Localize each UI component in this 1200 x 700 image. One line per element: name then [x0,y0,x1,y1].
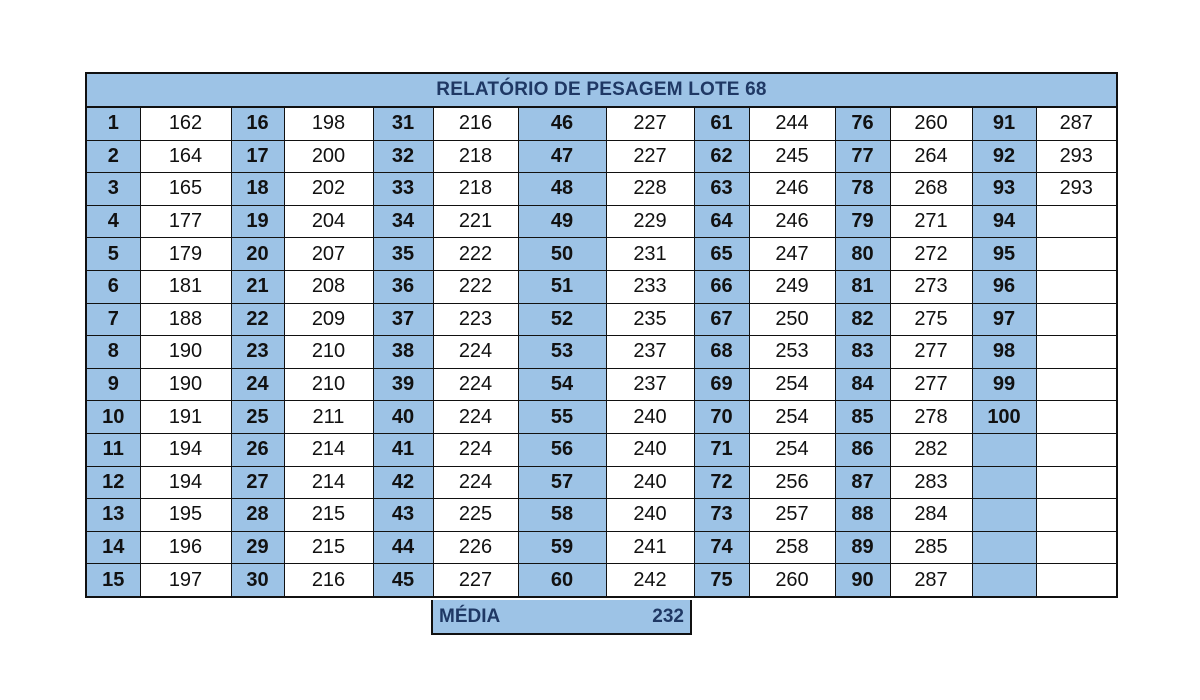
animal-number-cell: 15 [87,564,140,596]
weight-cell: 271 [890,205,972,238]
animal-number-cell: 41 [373,433,433,466]
animal-number-cell: 73 [694,499,749,532]
weight-cell: 226 [433,531,518,564]
weight-cell: 228 [606,173,694,206]
weight-cell: 245 [749,140,835,173]
animal-number-cell: 80 [835,238,890,271]
animal-number-cell: 14 [87,531,140,564]
weight-cell: 211 [284,401,373,434]
weight-cell: 246 [749,205,835,238]
animal-number-cell: 24 [231,368,284,401]
animal-number-cell: 96 [972,270,1036,303]
weight-cell: 194 [140,466,231,499]
animal-number-cell: 99 [972,368,1036,401]
weight-cell: 177 [140,205,231,238]
animal-number-cell: 23 [231,336,284,369]
weight-cell [1036,238,1116,271]
table-row [87,466,1116,499]
weight-cell: 246 [749,173,835,206]
animal-number-cell: 40 [373,401,433,434]
animal-number-cell: 93 [972,173,1036,206]
animal-number-cell: 38 [373,336,433,369]
animal-number-cell: 32 [373,140,433,173]
weight-cell: 237 [606,336,694,369]
animal-number-cell: 84 [835,368,890,401]
weight-cell: 216 [284,564,373,596]
weight-cell: 198 [284,108,373,140]
weight-cell: 207 [284,238,373,271]
weight-cell [1036,433,1116,466]
animal-number-cell: 72 [694,466,749,499]
weight-cell: 222 [433,270,518,303]
table-row [87,336,1116,369]
weight-cell: 190 [140,368,231,401]
weight-cell: 215 [284,531,373,564]
table-row [87,140,1116,173]
weight-cell: 237 [606,368,694,401]
weight-cell: 214 [284,433,373,466]
animal-number-cell: 89 [835,531,890,564]
weight-cell: 224 [433,466,518,499]
animal-number-cell: 82 [835,303,890,336]
animal-number-cell: 78 [835,173,890,206]
animal-number-cell: 25 [231,401,284,434]
weight-cell: 293 [1036,140,1116,173]
weights-grid [87,108,1116,596]
table-row [87,368,1116,401]
animal-number-cell: 71 [694,433,749,466]
animal-number-cell: 94 [972,205,1036,238]
average-value: 232 [652,605,684,627]
weighing-report-table [85,72,1118,598]
animal-number-cell: 60 [518,564,606,596]
animal-number-cell: 39 [373,368,433,401]
animal-number-cell: 88 [835,499,890,532]
weight-cell: 273 [890,270,972,303]
weight-cell: 224 [433,368,518,401]
weight-cell: 223 [433,303,518,336]
animal-number-cell: 59 [518,531,606,564]
weight-cell: 218 [433,140,518,173]
animal-number-cell [972,466,1036,499]
weight-cell: 224 [433,401,518,434]
animal-number-cell: 4 [87,205,140,238]
animal-number-cell: 65 [694,238,749,271]
weight-cell: 258 [749,531,835,564]
weight-cell: 277 [890,368,972,401]
weight-cell: 200 [284,140,373,173]
animal-number-cell: 36 [373,270,433,303]
weight-cell [1036,531,1116,564]
weight-cell: 287 [1036,108,1116,140]
weight-cell: 241 [606,531,694,564]
animal-number-cell: 61 [694,108,749,140]
table-row [87,499,1116,532]
weight-cell: 257 [749,499,835,532]
animal-number-cell: 52 [518,303,606,336]
animal-number-cell: 20 [231,238,284,271]
animal-number-cell: 83 [835,336,890,369]
weight-cell [1036,270,1116,303]
weight-cell: 278 [890,401,972,434]
animal-number-cell: 55 [518,401,606,434]
weight-cell: 165 [140,173,231,206]
animal-number-cell: 62 [694,140,749,173]
animal-number-cell: 6 [87,270,140,303]
table-row [87,433,1116,466]
weight-cell: 242 [606,564,694,596]
animal-number-cell: 7 [87,303,140,336]
table-row [87,238,1116,271]
animal-number-cell: 51 [518,270,606,303]
weight-cell: 253 [749,336,835,369]
weight-cell: 210 [284,336,373,369]
animal-number-cell: 2 [87,140,140,173]
weight-cell: 227 [606,108,694,140]
animal-number-cell: 1 [87,108,140,140]
weight-cell: 218 [433,173,518,206]
animal-number-cell: 63 [694,173,749,206]
animal-number-cell: 19 [231,205,284,238]
weight-cell: 222 [433,238,518,271]
animal-number-cell: 34 [373,205,433,238]
weight-cell: 229 [606,205,694,238]
weight-cell: 240 [606,401,694,434]
animal-number-cell: 17 [231,140,284,173]
animal-number-cell: 31 [373,108,433,140]
animal-number-cell: 11 [87,433,140,466]
weight-cell: 240 [606,499,694,532]
animal-number-cell: 57 [518,466,606,499]
animal-number-cell: 10 [87,401,140,434]
weight-cell: 284 [890,499,972,532]
weight-cell: 164 [140,140,231,173]
weight-cell: 240 [606,466,694,499]
animal-number-cell: 46 [518,108,606,140]
animal-number-cell: 43 [373,499,433,532]
animal-number-cell: 74 [694,531,749,564]
animal-number-cell: 91 [972,108,1036,140]
weight-cell: 197 [140,564,231,596]
animal-number-cell: 35 [373,238,433,271]
table-row [87,205,1116,238]
weight-cell: 260 [890,108,972,140]
weight-cell: 275 [890,303,972,336]
table-row [87,401,1116,434]
weight-cell: 256 [749,466,835,499]
weight-cell: 215 [284,499,373,532]
animal-number-cell: 21 [231,270,284,303]
weight-cell: 202 [284,173,373,206]
weight-cell: 264 [890,140,972,173]
animal-number-cell: 68 [694,336,749,369]
weight-cell: 247 [749,238,835,271]
weight-cell: 283 [890,466,972,499]
animal-number-cell: 9 [87,368,140,401]
animal-number-cell [972,499,1036,532]
animal-number-cell: 100 [972,401,1036,434]
weight-cell: 254 [749,368,835,401]
animal-number-cell [972,433,1036,466]
weight-cell: 227 [606,140,694,173]
weight-cell: 282 [890,433,972,466]
animal-number-cell: 97 [972,303,1036,336]
weight-cell: 231 [606,238,694,271]
weight-cell: 181 [140,270,231,303]
weight-cell [1036,336,1116,369]
weight-cell: 287 [890,564,972,596]
weight-cell: 210 [284,368,373,401]
weight-cell: 224 [433,336,518,369]
weight-cell: 204 [284,205,373,238]
table-row [87,270,1116,303]
table-row [87,108,1116,140]
weight-cell: 293 [1036,173,1116,206]
average-summary [431,600,692,635]
weight-cell: 244 [749,108,835,140]
animal-number-cell: 49 [518,205,606,238]
weight-cell: 214 [284,466,373,499]
animal-number-cell: 67 [694,303,749,336]
table-row [87,531,1116,564]
animal-number-cell: 86 [835,433,890,466]
animal-number-cell: 64 [694,205,749,238]
animal-number-cell: 87 [835,466,890,499]
animal-number-cell: 70 [694,401,749,434]
animal-number-cell: 50 [518,238,606,271]
animal-number-cell: 44 [373,531,433,564]
animal-number-cell: 56 [518,433,606,466]
weight-cell: 194 [140,433,231,466]
weight-cell: 250 [749,303,835,336]
animal-number-cell: 16 [231,108,284,140]
animal-number-cell: 53 [518,336,606,369]
animal-number-cell [972,531,1036,564]
animal-number-cell: 5 [87,238,140,271]
weight-cell: 225 [433,499,518,532]
animal-number-cell: 85 [835,401,890,434]
weight-cell: 209 [284,303,373,336]
weight-cell: 268 [890,173,972,206]
animal-number-cell: 79 [835,205,890,238]
weight-cell [1036,205,1116,238]
weight-cell: 188 [140,303,231,336]
animal-number-cell: 90 [835,564,890,596]
weight-cell: 196 [140,531,231,564]
animal-number-cell: 58 [518,499,606,532]
weight-cell: 191 [140,401,231,434]
animal-number-cell: 22 [231,303,284,336]
animal-number-cell: 3 [87,173,140,206]
weight-cell: 190 [140,336,231,369]
animal-number-cell: 28 [231,499,284,532]
weight-cell: 285 [890,531,972,564]
weight-cell: 227 [433,564,518,596]
average-label: MÉDIA [439,605,501,627]
table-row [87,564,1116,596]
animal-number-cell [972,564,1036,596]
animal-number-cell: 92 [972,140,1036,173]
animal-number-cell: 66 [694,270,749,303]
weight-cell: 240 [606,433,694,466]
weight-cell: 162 [140,108,231,140]
weight-cell [1036,303,1116,336]
animal-number-cell: 26 [231,433,284,466]
report-title: RELATÓRIO DE PESAGEM LOTE 68 [87,74,1116,108]
animal-number-cell: 76 [835,108,890,140]
weight-cell: 254 [749,433,835,466]
weight-cell: 216 [433,108,518,140]
weight-cell: 221 [433,205,518,238]
table-row [87,173,1116,206]
table-row [87,303,1116,336]
animal-number-cell: 54 [518,368,606,401]
animal-number-cell: 30 [231,564,284,596]
animal-number-cell: 13 [87,499,140,532]
weight-cell: 179 [140,238,231,271]
animal-number-cell: 81 [835,270,890,303]
animal-number-cell: 98 [972,336,1036,369]
animal-number-cell: 37 [373,303,433,336]
animal-number-cell: 8 [87,336,140,369]
animal-number-cell: 18 [231,173,284,206]
animal-number-cell: 77 [835,140,890,173]
animal-number-cell: 42 [373,466,433,499]
weight-cell [1036,466,1116,499]
animal-number-cell: 47 [518,140,606,173]
animal-number-cell: 95 [972,238,1036,271]
animal-number-cell: 27 [231,466,284,499]
animal-number-cell: 33 [373,173,433,206]
weight-cell [1036,564,1116,596]
weight-cell: 233 [606,270,694,303]
weight-cell: 272 [890,238,972,271]
weight-cell: 260 [749,564,835,596]
animal-number-cell: 45 [373,564,433,596]
animal-number-cell: 12 [87,466,140,499]
weight-cell: 254 [749,401,835,434]
animal-number-cell: 69 [694,368,749,401]
animal-number-cell: 29 [231,531,284,564]
weight-cell: 235 [606,303,694,336]
weight-cell: 249 [749,270,835,303]
weight-cell: 277 [890,336,972,369]
animal-number-cell: 48 [518,173,606,206]
weight-cell [1036,368,1116,401]
weight-cell [1036,499,1116,532]
weight-cell [1036,401,1116,434]
animal-number-cell: 75 [694,564,749,596]
weight-cell: 224 [433,433,518,466]
weight-cell: 195 [140,499,231,532]
weight-cell: 208 [284,270,373,303]
